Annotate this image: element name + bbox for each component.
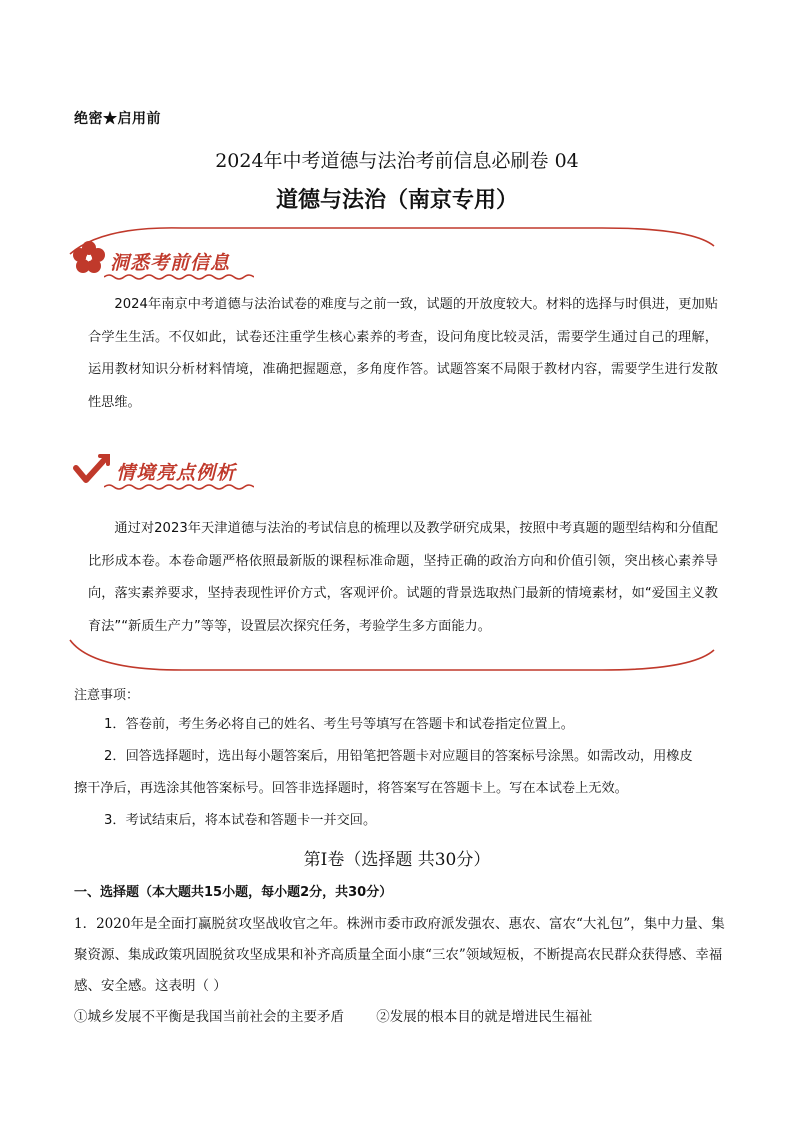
exam-subtitle: 道德与法治（南京专用） [275,188,518,213]
section1-heading: 洞悉考前信息 [110,252,231,274]
note-item-2: 2．回答选择题时，选出每小题答案后，用铅笔把答题卡对应题目的答案标号涂黑。如需改动，用橡皮 [104,749,693,764]
note-item-3: 3．考试结束后，将本试卷和答题卡一并交回。 [104,813,377,828]
flower-icon [72,240,106,274]
section2-text: 通过对2023年天津道德与法治的考试信息的梳理以及教学研究成果，按照中考真题的题型结构和分值配比形成本卷。本卷命题严格依照最新版的课程标准命题，坚持正确的政治方向和价值引领，突出核心素养导向，落实素养要求，坚持表现性评价方式，客观评价。试题的背景选取热门最新的情境素材，如“爱国主义教育法”“新质生产力”等等，设置层次探究任务，考验学生多方面能力。 [88,521,718,634]
section2-underline [104,483,254,491]
note-item-1: 1．答卷前，考生务必将自己的姓名、考生号等填写在答题卡和试卷指定位置上。 [104,717,574,732]
section2-heading: 情境亮点例析 [116,462,237,484]
question-1: 1．2020年是全面打赢脱贫攻坚战收官之年。株洲市委市政府派发强农、惠农、富农“大礼包”，集中力量、集聚资源、集成政策巩固脱贫攻坚成果和补齐高质量全面小康“三农”领域短板，不断提高农民群众获得感、幸福感、安全感。这表明（ ） [74,916,725,994]
option-2: ②发展的根本目的就是增进民生福祉 [376,1009,593,1025]
section1-underline [104,273,254,281]
section1-text: 2024年南京中考道德与法治试卷的难度与之前一致，试题的开放度较大。材料的选择与时俱进，更加贴合学生生活。不仅如此，试卷还注重学生核心素养的考查，设问角度比较灵活，需要学生通过自己的理解，运用教材知识分析材料情境，准确把握题意，多角度作答。试题答案不局限于教材内容，需要学生进行发散性思维。 [88,297,718,410]
section-title: 一、选择题（本大题共15小题，每小题2分，共30分） [74,885,393,900]
exam-title: 2024年中考道德与法治考前信息必刷卷 04 [215,150,579,172]
option-1: ①城乡发展不平衡是我国当前社会的主要矛盾 [74,1009,344,1025]
part-title: 第Ⅰ卷（选择题 共30分） [303,850,491,870]
notes-label: 注意事项： [74,688,140,703]
question-1-options [74,1005,620,1025]
confidential-label: 绝密★启用前 [74,111,161,127]
note-item-2-continued: 擦干净后，再选涂其他答案标号。回答非选择题时，将答案写在答题卡上。写在本试卷上无效。 [74,781,628,796]
